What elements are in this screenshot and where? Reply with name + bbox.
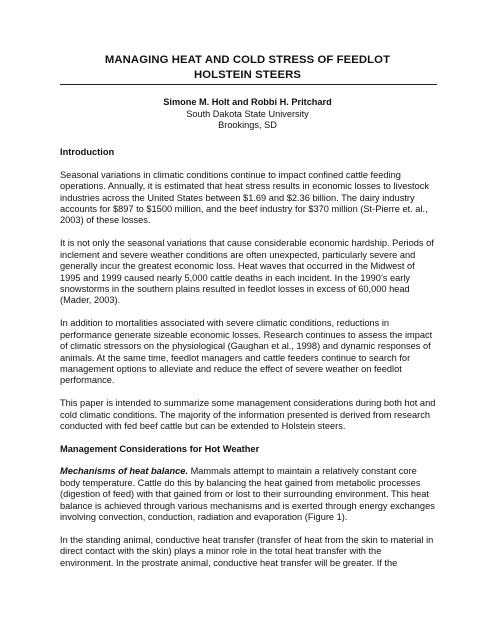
author-names: Simone M. Holt and Robbi H. Pritchard [163,97,332,107]
body-text [60,147,437,581]
affiliation-line-1: South Dakota State University [186,108,309,119]
paragraph-lead-heat-balance: Mechanisms of heat balance. [60,466,189,477]
paragraph-heat-balance-text: Mammals attempt to maintain a relatively constant core body temperature. Cattle do this by balancing the heat gained from metabolic processes (digestion of feed) with that gained from or lost to their surrounding environment. This heat balance is achieved through various mechanisms and is exerted through energy exchanges involving convection, conduction, radiation and evaporation (Figure 1). [60,466,435,523]
paper-title [60,53,435,82]
paragraph-conductive-transfer: In the standing animal, conductive heat transfer (transfer of heat from the skin to material in direct contact with the skin) plays a minor role in the total heat transfer with the environment. In the prostrate animal, conductive heat transfer will be greater. If the [60,535,434,568]
paragraph-intro-3: In addition to mortalities associated with severe climatic conditions, reductions in performance generate sizeable economic losses. Research continues to assess the impact of climatic stressors on the physiological (Gaughan et al., 1998) and dynamic responses of animals. At the same time, feedlot managers and cattle feeders continue to search for management options to alleviate and reduce the effect of severe weather on feedlot performance. [60,318,433,386]
paragraph-intro-1: Seasonal variations in climatic conditions continue to impact confined cattle feeding operations. Annually, it is estimated that heat stress results in economic losses to livestock industries across the United States between $1.69 and $2.36 billion. The dairy industry accounts for $897 to $1500 million, and the beef industry for $370 million (St-Pierre et. al., 2003) of these losses. [60,169,429,226]
affiliation-line-2: Brookings, SD [218,120,277,131]
section-heading-introduction: Introduction [60,147,115,157]
paragraph-intro-2: It is not only the seasonal variations that cause considerable economic hardship. Periods of inclement and severe weather conditions are often unexpected, particularly severe and generally incur the greatest economic loss. Heat waves that occurred in the Midwest of 1995 and 1999 caused nearly 5,000 cattle deaths in each incident. In the 1990’s early snowstorms in the southern plains resulted in feedlot losses in excess of 60,000 head (Mader, 2003). [60,238,434,306]
section-heading-hot-weather: Management Considerations for Hot Weather [60,443,260,454]
title-line-1: MANAGING HEAT AND COLD STRESS OF FEEDLOT [104,54,391,66]
author-block [60,97,435,132]
title-rule [60,84,437,85]
paragraph-heat-balance [60,466,437,523]
paragraph-intro-4: This paper is intended to summarize some management considerations during both hot and cold climatic conditions. The majority of the information presented is derived from research conducted with fed beef cattle but can be extended to Holstein steers. [60,398,436,432]
title-line-2: HOLSTEIN STEERS [194,68,301,81]
